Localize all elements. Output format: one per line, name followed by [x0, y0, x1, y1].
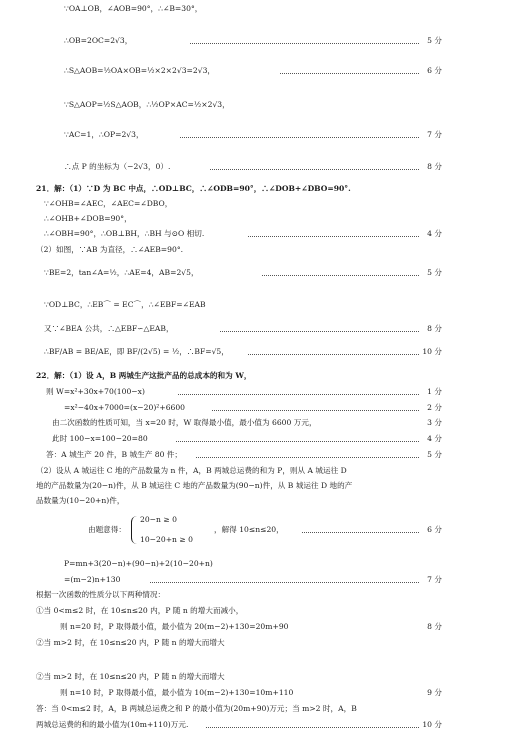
solution-line: ∴∠OHB+∠DOB=90°，	[44, 214, 132, 223]
solution-line: ∴点 P 的坐标为（−2√3，0）. 8 分	[0, 160, 522, 174]
score-mark: 5 分	[427, 450, 442, 459]
solution-line: ∴S△AOB=½OA×OB=½×2×2√3=2√3， 6 分	[0, 64, 522, 78]
solution-line: ∵OD⊥BC，∴EB⌒ = EC⌒，∴∠EBF=∠EAB	[44, 300, 206, 309]
solution-line: ∵AC=1，∴OP=2√3， 7 分	[0, 128, 522, 142]
inequality-line: 10−20+n ≥ 0	[140, 535, 193, 544]
score-mark: 1 分	[427, 387, 442, 396]
solution-line: 21．解：（1）∵D 为 BC 中点，∴OD⊥BC，∴∠ODB=90°，∴∠DOB+∠DBO=90°.	[36, 184, 351, 193]
score-mark: 10 分	[422, 720, 442, 729]
solution-line: 两城总运费的和的最小值为(10m+110)万元. 10 分	[0, 718, 522, 732]
score-mark: 4 分	[427, 229, 442, 238]
solution-line: 此时 100−x=100−20=80 4 分	[0, 432, 522, 446]
inequality-line: 20−n ≥ 0	[140, 515, 177, 524]
score-mark: 8 分	[427, 622, 442, 631]
score-mark: 3 分	[427, 418, 442, 427]
solution-line: ∴BF/AB = BE/AE，即 BF/(2√5) = ½，∴BF=√5， 10 分	[0, 345, 522, 359]
score-mark: 8 分	[427, 324, 442, 333]
solution-line: P=mn+3(20−n)+(90−n)+2(10−20+n)	[64, 559, 213, 568]
solution-line: 则 W=x²+30x+70(100−x) 1 分	[0, 385, 522, 399]
solution-line: ∴OB=2OC=2√3， 5 分	[0, 34, 522, 48]
solution-line: ∵OA⊥OB，∠AOB=90°，∴∠B=30°，	[64, 4, 203, 13]
solution-line: 品数量为(10−20+n)件，	[36, 496, 125, 505]
solution-line: =x²−40x+7000=(x−20)²+6600 2 分	[0, 401, 522, 415]
solution-line: ②当 m>2 时，在 10≤n≤20 内，P 随 n 的增大而增大	[36, 672, 225, 681]
solution-line: ∵S△AOP=½S△AOB，∴½OP×AC=½×2√3，	[64, 100, 230, 109]
score-mark: 2 分	[427, 403, 442, 412]
solution-line: 地的产品数量为(20−n)件，从 B 城运往 C 地的产品数量为(90−n)件，从 B 城运往 D 地的产	[36, 481, 353, 490]
score-mark: 9 分	[427, 688, 442, 697]
solution-line: 22．解：（1）设 A，B 两城生产这批产品的总成本的和为 W，	[36, 371, 252, 380]
score-mark: 5 分	[427, 268, 442, 277]
score-mark: 8 分	[427, 162, 442, 171]
solution-line: 则 n=20 时，P 取得最小值，最小值为 20(m−2)+130=20m+90 8 分	[0, 620, 522, 634]
solution-line: 由题意得： ，解得 10≤n≤20， 6 分	[0, 523, 522, 537]
solution-line: 又∵∠BEA 公共，∴△EBF∽△EAB， 8 分	[0, 322, 522, 336]
solution-line: 由二次函数的性质可知，当 x=20 时，W 取得最小值，最小值为 6600 万元， 3 分	[0, 416, 522, 430]
score-mark: 7 分	[427, 575, 442, 584]
solution-line: 则 n=10 时，P 取得最小值，最小值为 10(m−2)+130=10m+110 9 分	[0, 686, 522, 700]
solution-line: =(m−2)n+130 7 分	[0, 573, 522, 587]
solution-line: （2）设从 A 城运往 C 地的产品数量为 n 件，A，B 两城总运费的和为 P，则从 A 城运往 D	[36, 466, 347, 475]
solution-line: ①当 0<m≤2 时，在 10≤n≤20 内，P 随 n 的增大而减小，	[36, 606, 244, 615]
solution-line: ∵∠OHB=∠AEC，∠AEC=∠DBO，	[44, 199, 173, 208]
score-mark: 4 分	[427, 434, 442, 443]
solution-line: （2）如图，∵AB 为直径，∴∠AEB=90°.	[36, 245, 184, 254]
solution-line: 根据一次函数的性质分以下两种情况：	[36, 590, 166, 599]
solution-line: ∴∠OBH=90°，∴OB⊥BH，∴BH 与⊙O 相切. 4 分	[0, 227, 522, 241]
solution-line: ∵BE=2，tan∠A=½，∴AE=4，AB=2√5， 5 分	[0, 266, 522, 280]
solution-line: ②当 m>2 时，在 10≤n≤20 内，P 随 n 的增大而增大	[36, 638, 225, 647]
score-mark: 10 分	[422, 347, 442, 356]
score-mark: 6 分	[427, 525, 442, 534]
solution-line: 答：A 城生产 20 件，B 城生产 80 件； 5 分	[0, 448, 522, 462]
solution-line: 答：当 0<m≤2 时，A，B 两城总运费之和 P 的最小值为(20m+90)万元；当 m>2 时，A，B	[36, 704, 357, 713]
score-mark: 5 分	[427, 36, 442, 45]
score-mark: 6 分	[427, 66, 442, 75]
score-mark: 7 分	[427, 130, 442, 139]
